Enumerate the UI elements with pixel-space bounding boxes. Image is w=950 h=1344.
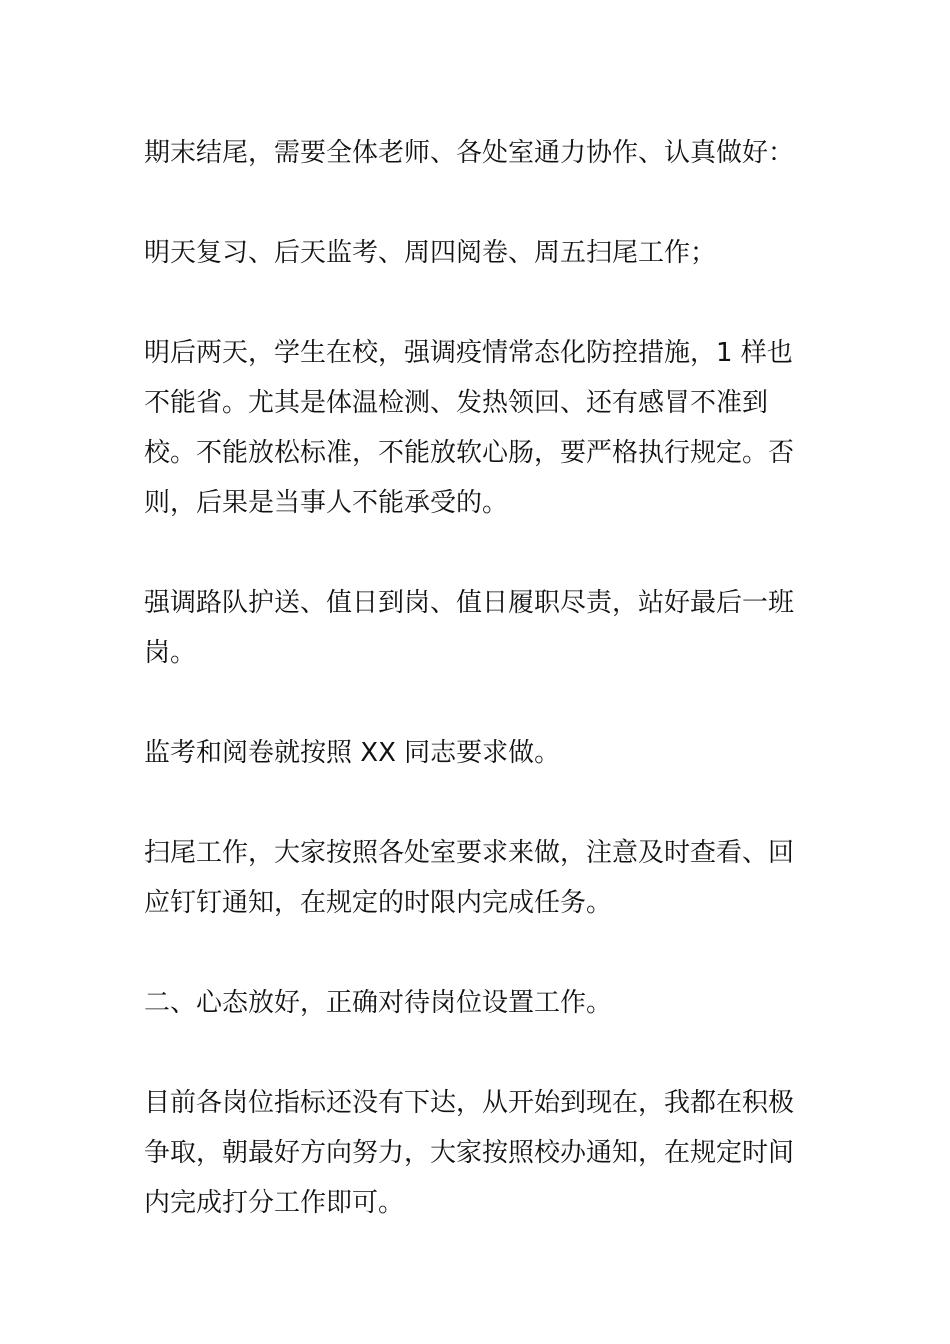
paragraph-closing-work: 期末结尾，需要全体老师、各处室通力协作、认真做好： [144,138,795,168]
document-body [144,128,814,1278]
section-heading-two: 二、心态放好，正确对待岗位设置工作。 [144,988,613,1018]
paragraph-duty: 强调路队护送、值日到岗、值日履职尽责，站好最后一班岗。 [144,588,795,668]
paragraph-epidemic-control: 明后两天，学生在校，强调疫情常态化防控措施，1 样也不能省。尤其是体温检测、发热领回、还有感冒不准到校。不能放松标准，不能放软心肠，要严格执行规定。否则，后果是当事人不能承受的。 [144,338,795,518]
paragraph-wrap-up: 扫尾工作，大家按照各处室要求来做，注意及时查看、回应钉钉通知，在规定的时限内完成任务。 [144,838,795,918]
paragraph-position-setting: 目前各岗位指标还没有下达，从开始到现在，我都在积极争取，朝最好方向努力，大家按照校办通知，在规定时间内完成打分工作即可。 [144,1088,795,1218]
paragraph-exam-marking: 监考和阅卷就按照 XX 同志要求做。 [144,738,561,768]
paragraph-schedule: 明天复习、后天监考、周四阅卷、周五扫尾工作； [144,238,717,268]
